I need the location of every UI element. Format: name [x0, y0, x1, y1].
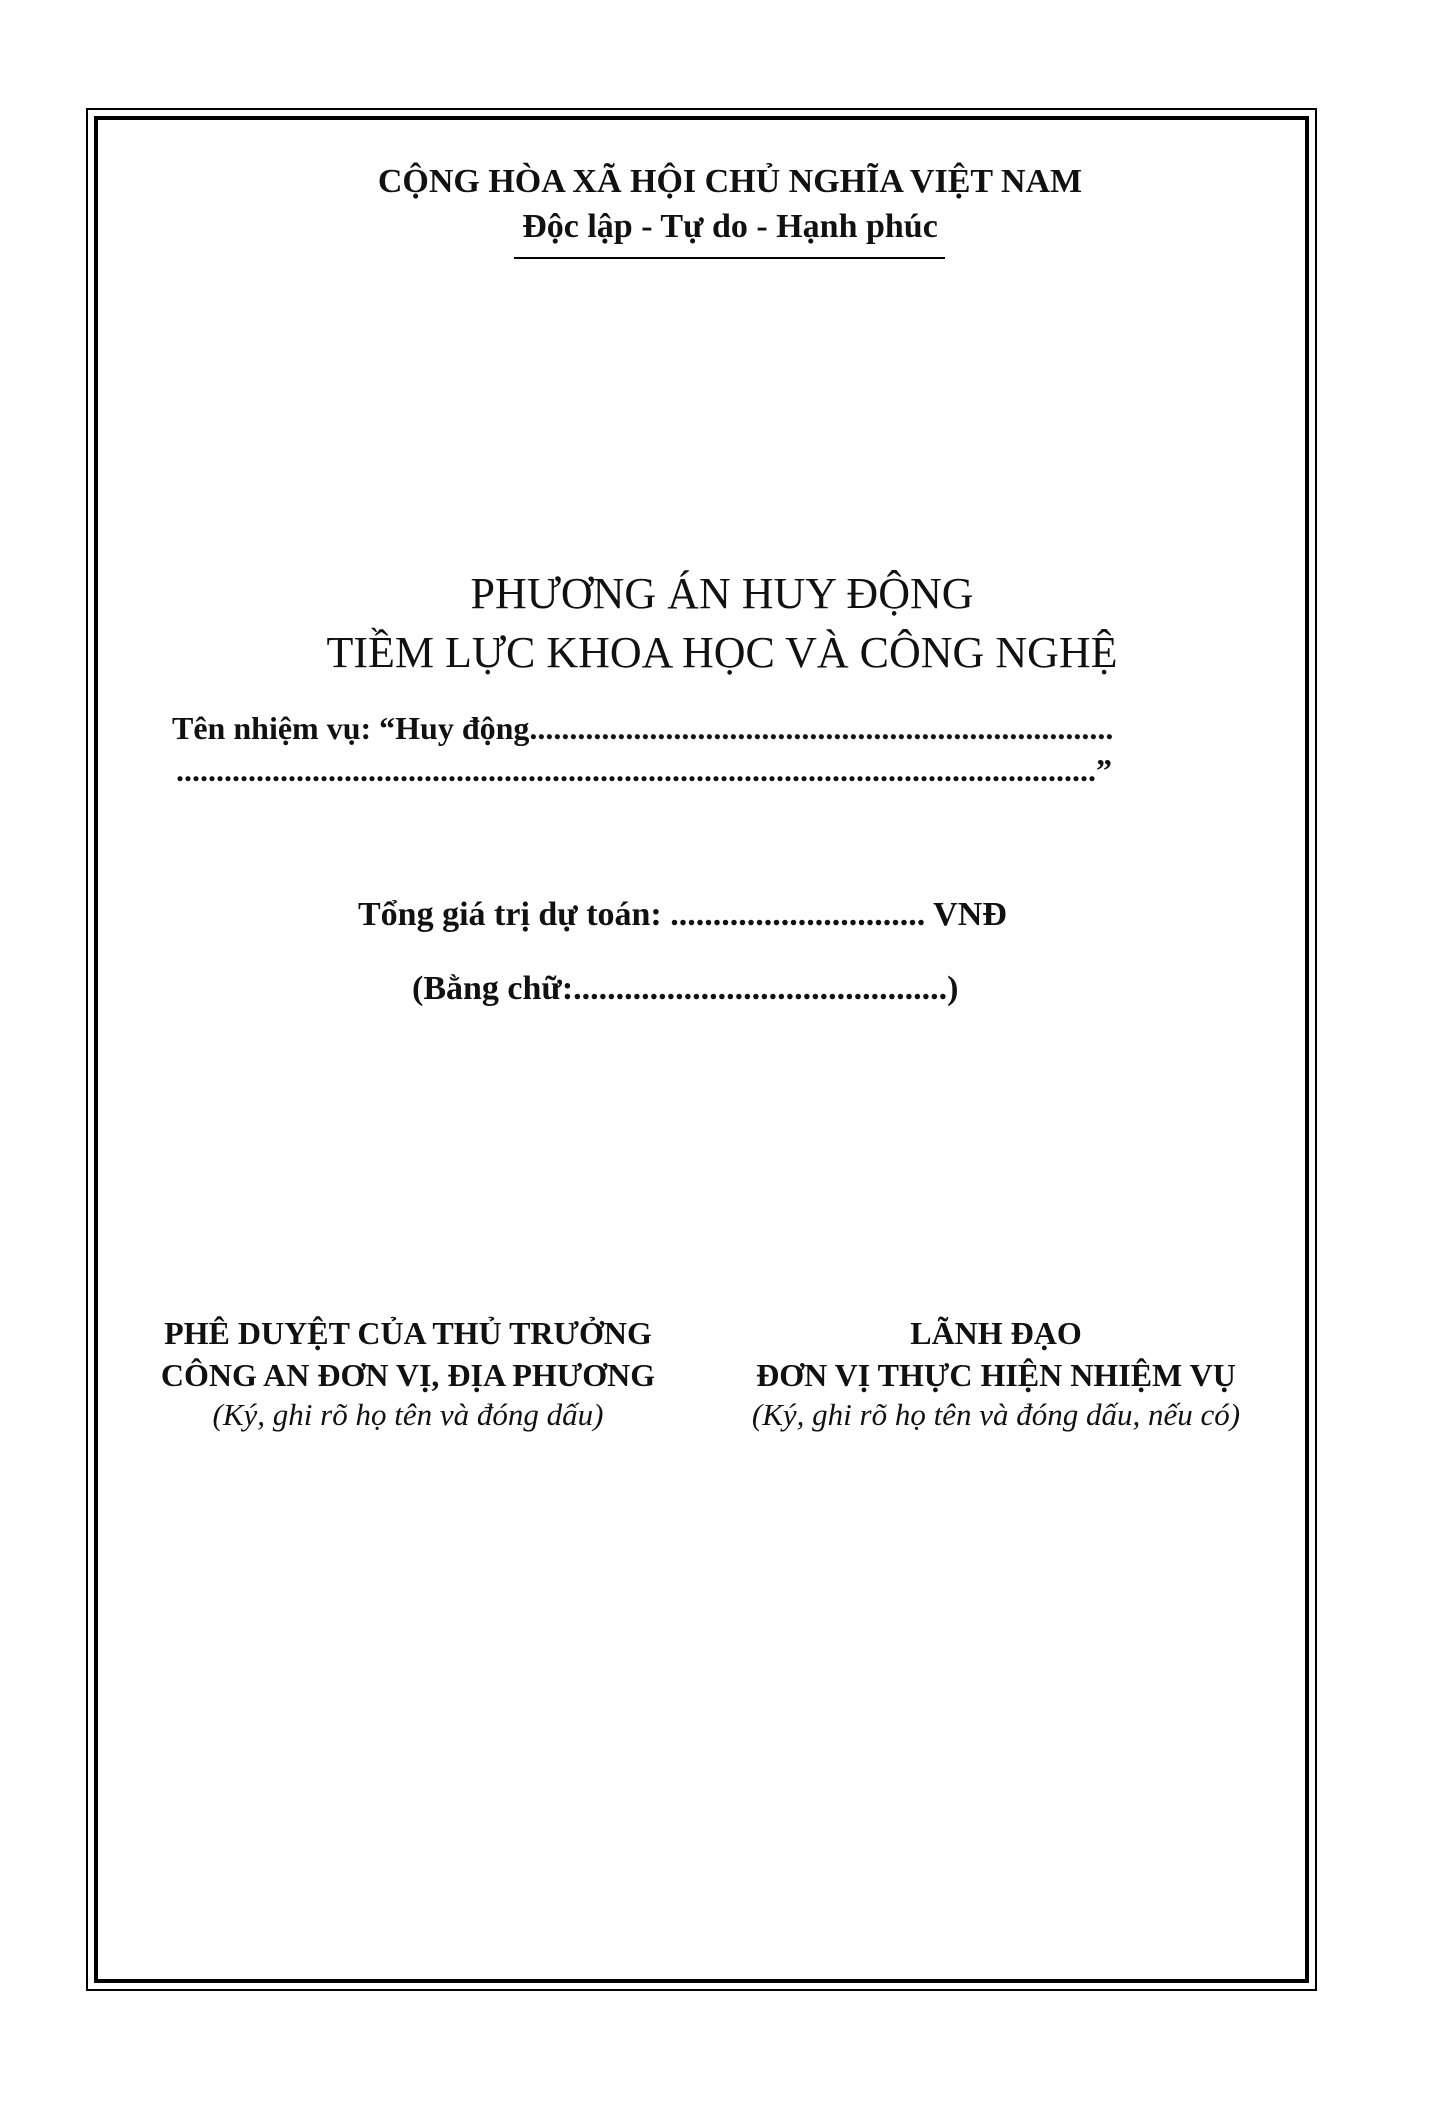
approval-title-line1: PHÊ DUYỆT CỦA THỦ TRƯỞNG: [164, 1315, 652, 1351]
approval-signature-note: (Ký, ghi rõ họ tên và đóng dấu): [212, 1397, 604, 1432]
leader-title-line2: ĐƠN VỊ THỰC HIỆN NHIỆM VỤ: [756, 1357, 1236, 1393]
total-estimate-line: Tổng giá trị dự toán: .............................. VNĐ: [358, 896, 1007, 933]
document-title-line1: PHƯƠNG ÁN HUY ĐỘNG: [470, 569, 974, 618]
leader-title-line1: LÃNH ĐẠO: [910, 1315, 1082, 1351]
motto-underline: [514, 257, 945, 259]
motto-heading: Độc lập - Tự do - Hạnh phúc: [522, 208, 938, 245]
leader-signature-note: (Ký, ghi rõ họ tên và đóng dấu, nếu có): [751, 1397, 1241, 1432]
country-name-heading: CỘNG HÒA XÃ HỘI CHỦ NGHĨA VIỆT NAM: [377, 163, 1083, 200]
leader-signature-block: [706, 1312, 1286, 1434]
approval-title-line2: CÔNG AN ĐƠN VỊ, ĐỊA PHƯƠNG: [160, 1357, 656, 1393]
task-name-line2: ...................................................................................................................”: [176, 752, 1112, 788]
page-border-inner: [94, 116, 1309, 1983]
document-title-line2: TIỀM LỰC KHOA HỌC VÀ CÔNG NGHỆ: [326, 628, 1118, 677]
approval-signature-block: [118, 1312, 698, 1434]
task-name-line1: Tên nhiệm vụ: “Huy động.........................................................................: [172, 710, 1114, 746]
amount-in-words-line: (Bằng chữ:............................................): [412, 970, 959, 1007]
